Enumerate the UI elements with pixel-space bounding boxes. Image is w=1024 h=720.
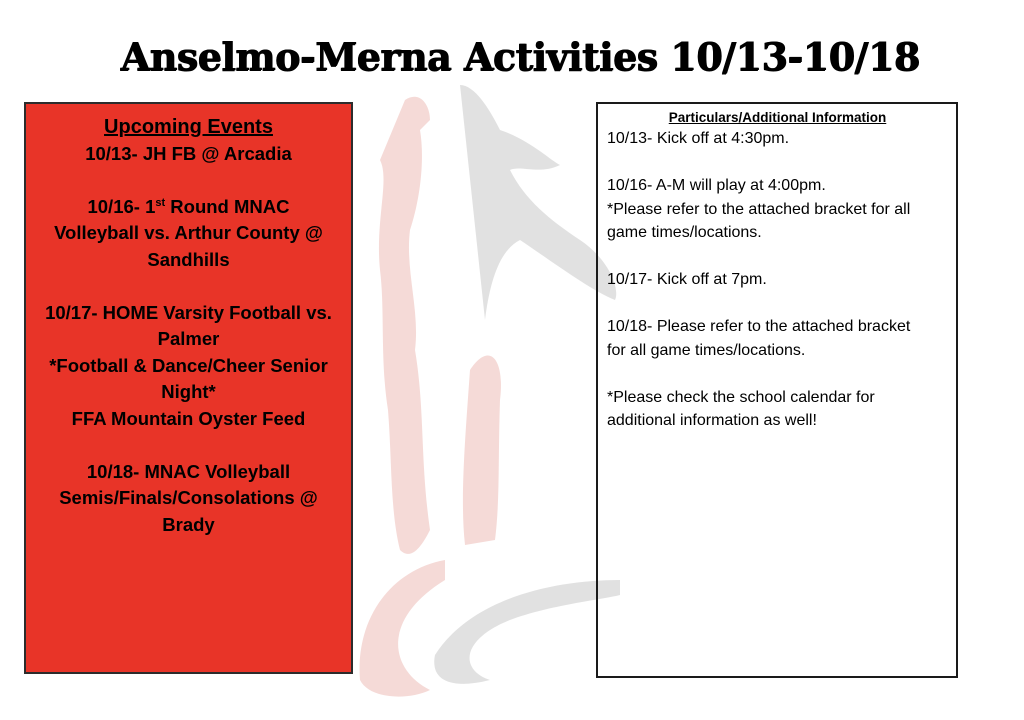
event-line: 10/17- HOME Varsity Football vs. xyxy=(45,301,332,323)
info-paragraph xyxy=(607,174,948,245)
event-item xyxy=(26,300,351,433)
info-line: 10/16- A-M will play at 4:00pm. xyxy=(607,177,826,194)
event-line: Palmer xyxy=(157,328,220,349)
info-line: additional information as well! xyxy=(607,412,817,429)
event-line: 10/13- JH FB @ Arcadia xyxy=(85,142,292,164)
event-line-text: Round MNAC xyxy=(165,195,290,217)
upcoming-events-heading: Upcoming Events xyxy=(104,116,273,138)
event-line: Brady xyxy=(162,513,215,535)
event-line: 10/18- MNAC Volleyball xyxy=(86,460,291,482)
info-paragraph xyxy=(607,127,948,151)
info-line: 10/17- Kick off at 7pm. xyxy=(607,271,767,288)
event-item xyxy=(26,194,351,274)
info-paragraph xyxy=(607,386,948,433)
additional-info-panel xyxy=(596,102,958,678)
event-line: Sandhills xyxy=(147,248,230,270)
info-line: game times/locations. xyxy=(607,224,762,241)
event-line: FFA Mountain Oyster Feed xyxy=(71,407,306,429)
ordinal-suffix: st xyxy=(155,196,166,209)
upcoming-events-panel xyxy=(24,102,353,674)
event-line: *Football & Dance/Cheer Senior xyxy=(49,354,328,376)
event-item xyxy=(26,141,351,168)
page-title: Anselmo-Merna Activities 10/13-10/18 xyxy=(120,34,920,79)
info-line: *Please check the school calendar for xyxy=(607,388,875,406)
howling-coyote-logo-icon xyxy=(350,80,620,700)
event-line: Volleyball vs. Arthur County @ xyxy=(54,222,323,243)
info-paragraph xyxy=(607,268,948,292)
event-line xyxy=(26,194,351,221)
info-line: *Please refer to the attached bracket for all xyxy=(607,200,911,218)
event-line-text: 10/16- 1 xyxy=(87,195,156,217)
event-line: Semis/Finals/Consolations @ xyxy=(59,487,318,508)
event-item xyxy=(26,459,351,539)
info-line: 10/13- Kick off at 4:30pm. xyxy=(607,130,790,147)
info-line: 10/18- Please refer to the attached bracket xyxy=(607,318,911,335)
additional-info-heading: Particulars/Additional Information xyxy=(668,110,887,125)
info-line: for all game times/locations. xyxy=(607,341,806,359)
event-line: Night* xyxy=(161,381,216,402)
info-paragraph xyxy=(607,315,948,362)
